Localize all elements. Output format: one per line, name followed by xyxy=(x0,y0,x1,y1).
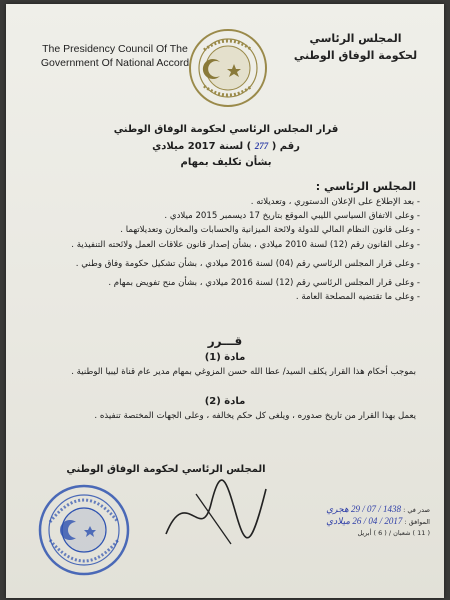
preamble-clause: - وعلى الاتفاق السياسي الليبي الموقع بتاريخ 17 ديسمبر 2015 ميلادي . xyxy=(164,211,420,222)
decision-number-prefix: رقم ( xyxy=(271,141,300,152)
state-emblem-icon xyxy=(186,26,270,110)
decision-document xyxy=(6,4,444,598)
decision-title: قرار المجلس الرئاسي لحكومة الوفاق الوطني xyxy=(113,124,339,135)
issue-date-hijri-label: صدر في : xyxy=(403,506,430,514)
article-2-body: يعمل بهذا القرار من تاريخ صدوره ، ويلغى كل حكم يخالفه ، وعلى الجهات المختصة تنفيذه . xyxy=(94,411,416,421)
decision-number-suffix: ) لسنة 2017 ميلادي xyxy=(152,141,252,152)
decision-number: 277 xyxy=(254,141,269,151)
article-2-title: مادة (2) xyxy=(204,396,246,407)
issue-date-gregorian: 2017 / 04 / 26 ميلادي xyxy=(326,516,403,526)
article-1-body: بموجب أحكام هذا القرار يكلف السيد/ عطا الله حسن المزوغي بمهام مدير عام قناة ليبيا الوطنية . xyxy=(71,367,416,377)
issue-date-gregorian-row xyxy=(270,516,430,528)
official-stamp-icon xyxy=(36,482,132,578)
decision-subject: بشأن تكليف بمهام xyxy=(180,157,272,168)
letterhead-english: The Presidency Council Of The Government Of National Accord xyxy=(40,43,190,69)
letterhead-arabic xyxy=(278,30,433,64)
letterhead-arabic-line2: لحكومة الوفاق الوطني xyxy=(293,49,418,62)
signature-issuer: المجلس الرئاسي لحكومة الوفاق الوطني xyxy=(66,464,266,475)
council-heading: المجلس الرئاسي : xyxy=(315,180,416,193)
preamble-clause: - وعلى ما تقتضيه المصلحة العامة . xyxy=(295,292,420,303)
decision-number-line xyxy=(106,138,346,155)
handwritten-signature xyxy=(156,474,276,554)
article-1-title: مادة (1) xyxy=(204,352,246,363)
preamble-clause: - بعد الإطلاع على الإعلان الدستوري ، وتعديلاته . xyxy=(250,197,420,207)
decision-title-block xyxy=(106,122,346,171)
preamble-clause: - وعلى قرار المجلس الرئاسي رقم (12) لسنة 2016 ميلادي ، بشأن منح تفويض بمهام . xyxy=(108,278,420,289)
issue-registry xyxy=(270,504,430,539)
issue-date-note: ( 11 ) شعبان / ( 6 ) أبريل xyxy=(357,529,430,537)
issue-date-hijri-row xyxy=(270,504,430,516)
issue-date-gregorian-label: الموافق : xyxy=(404,518,430,526)
issue-date-hijri: 1438 / 07 / 29 هجري xyxy=(326,504,401,514)
preamble-clause: - وعلى قانون النظام المالي للدولة ولائحة الميزانية والحسابات والمخازن وتعديلاتهما . xyxy=(120,225,420,236)
letterhead-arabic-line1: المجلس الرئاسي xyxy=(309,32,402,45)
preamble-clause: - وعلى القانون رقم (12) لسنة 2010 ميلادي ، بشأن إصدار قانون علاقات العمل ولائحته التنفيذية . xyxy=(71,239,420,250)
preamble-clause: - وعلى قرار المجلس الرئاسي رقم (04) لسنة 2016 ميلادي ، بشأن تشكيل حكومة وفاق وطني . xyxy=(75,258,420,269)
decided-heading: قـــرر xyxy=(207,334,243,348)
preamble-clauses xyxy=(26,196,420,305)
